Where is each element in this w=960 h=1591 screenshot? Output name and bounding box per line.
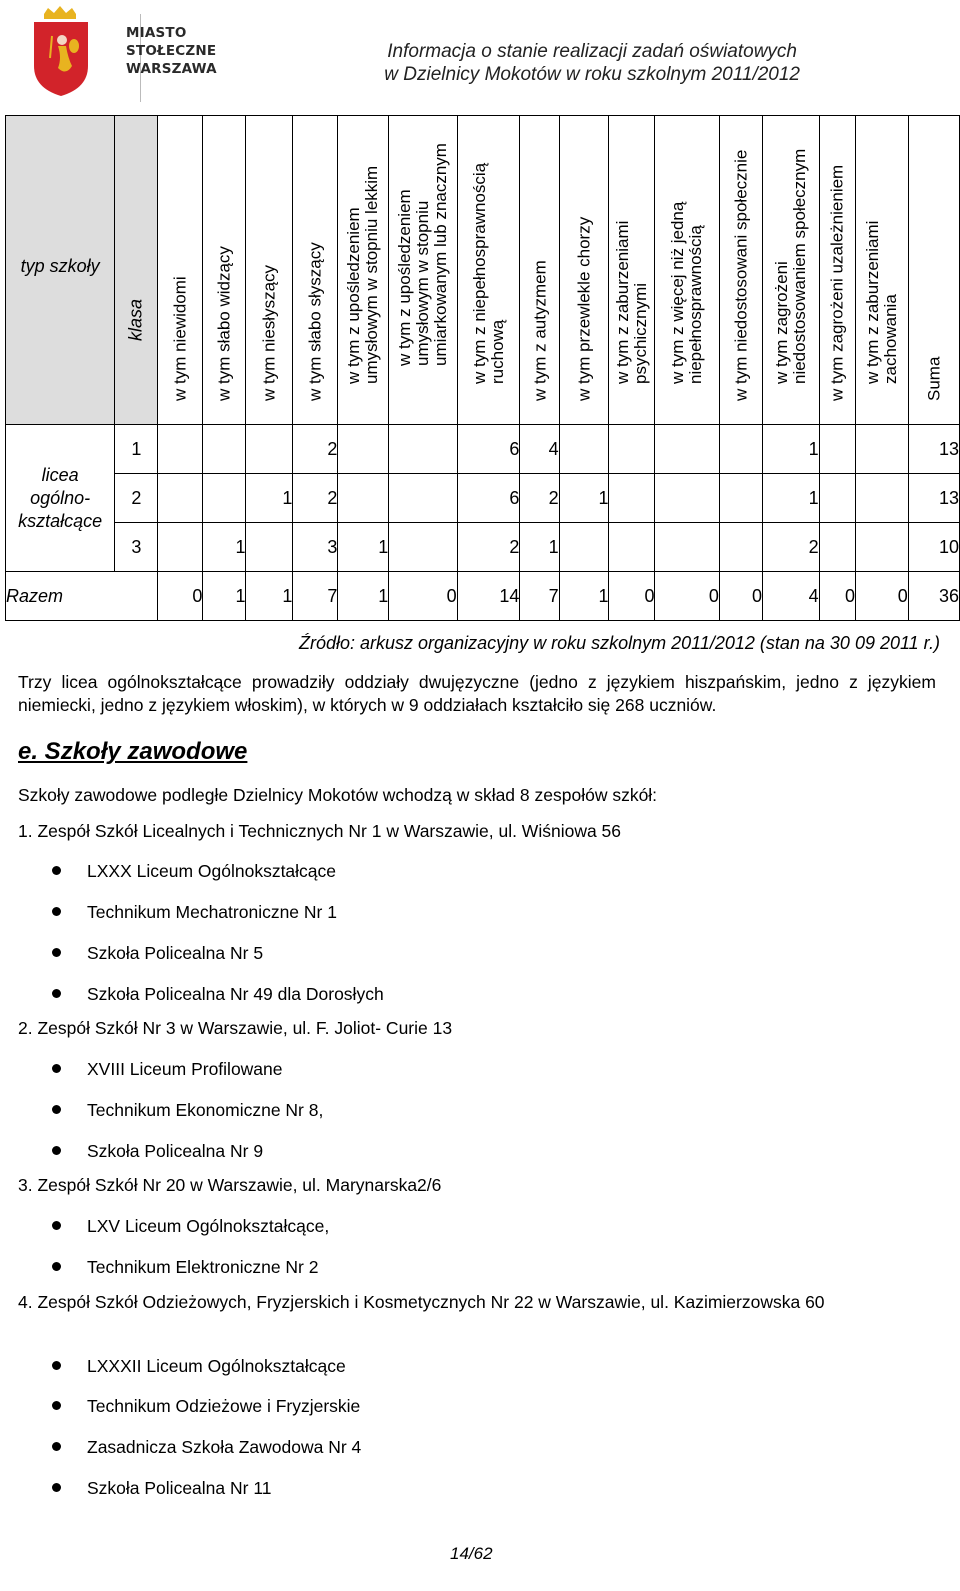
total-cell: 1	[203, 572, 246, 621]
school-type-cell: licea ogólno- kształcące	[6, 425, 115, 572]
header-col-4: w tym słabo słyszący	[293, 116, 338, 425]
list-item: LXXXII Liceum Ogólnokształcące	[52, 1355, 346, 1377]
table-cell	[819, 474, 855, 523]
table-cell: 1	[203, 523, 246, 572]
table-cell	[559, 425, 609, 474]
table-cell: 1	[559, 474, 609, 523]
table-cell: 1	[763, 425, 820, 474]
table-cell	[389, 523, 457, 572]
table-source-note: Źródło: arkusz organizacyjny w roku szkolnym 2011/2012 (stan na 30 09 2011 r.)	[299, 633, 940, 653]
list-item: Technikum Odzieżowe i Fryzjerskie	[52, 1395, 360, 1417]
total-row	[6, 572, 960, 621]
table-cell: 2	[763, 523, 820, 572]
table-cell	[719, 523, 762, 572]
list-item: Szkoła Policealna Nr 5	[52, 942, 263, 964]
list-item: LXV Liceum Ogólnokształcące,	[52, 1215, 329, 1237]
list-item: Zasadnicza Szkoła Zawodowa Nr 4	[52, 1436, 361, 1458]
header-class: klasa	[115, 116, 158, 425]
list-item: Szkoła Policealna Nr 11	[52, 1477, 272, 1499]
total-cell: 0	[389, 572, 457, 621]
table-cell	[158, 425, 203, 474]
header-col-13: w tym zagrożeni niedostosowaniem społecznym	[763, 116, 820, 425]
header-col-15: w tym z zaburzeniami zachowania	[855, 116, 908, 425]
header-col-7: w tym z niepełnosprawnością ruchową	[457, 116, 520, 425]
logo-line-1: MIASTO	[126, 25, 187, 41]
table-cell	[203, 474, 246, 523]
table-cell: 6	[457, 425, 520, 474]
total-cell: 0	[655, 572, 719, 621]
list-item: Technikum Elektroniczne Nr 2	[52, 1256, 318, 1278]
class-cell: 2	[115, 474, 158, 523]
table-cell	[609, 474, 655, 523]
header-col-6: w tym z upośledzeniem umysłowym w stopniu umiarkowanym lub znacznym	[389, 116, 457, 425]
list-item: Technikum Ekonomiczne Nr 8,	[52, 1099, 323, 1121]
bullet-icon	[52, 866, 61, 875]
header-col-10: w tym z zaburzeniami psychicznymi	[609, 116, 655, 425]
header-school-type: typ szkoły	[6, 116, 115, 425]
complex-3-title: 3. Zespół Szkół Nr 20 w Warszawie, ul. Marynarska2/6	[18, 1175, 442, 1195]
bullet-icon	[52, 1221, 61, 1230]
logo-wordmark	[126, 24, 226, 78]
header-col-11: w tym z więcej niż jedną niepełnosprawnością	[655, 116, 719, 425]
table-cell: 2	[293, 474, 338, 523]
warsaw-crest-icon	[28, 6, 98, 98]
complex-4-title: 4. Zespół Szkół Odzieżowych, Fryzjerskich i Kosmetycznych Nr 22 w Warszawie, ul. Kazimierzowska 60	[18, 1292, 825, 1312]
total-cell: 36	[908, 572, 959, 621]
list-item: Szkoła Policealna Nr 9	[52, 1140, 263, 1162]
table-cell	[855, 474, 908, 523]
bullet-icon	[52, 1442, 61, 1451]
total-cell: 4	[763, 572, 820, 621]
table-cell	[158, 523, 203, 572]
title-line-1: Informacja o stanie realizacji zadań oświatowych	[387, 41, 798, 62]
table-cell: 1	[338, 523, 389, 572]
list-item: Technikum Mechatroniczne Nr 1	[52, 901, 337, 923]
logo-line-3: WARSZAWA	[126, 61, 217, 77]
bullet-icon	[52, 1105, 61, 1114]
table-cell: 1	[763, 474, 820, 523]
bullet-icon	[52, 1483, 61, 1492]
table-cell	[819, 523, 855, 572]
section-heading: e. Szkoły zawodowe	[18, 738, 248, 765]
table-cell	[246, 523, 293, 572]
document-title	[384, 40, 800, 86]
table-cell	[819, 425, 855, 474]
table-cell: 1	[246, 474, 293, 523]
table-cell: 2	[457, 523, 520, 572]
table-cell	[389, 474, 457, 523]
table-cell: 6	[457, 474, 520, 523]
table-cell	[158, 474, 203, 523]
bullet-icon	[52, 989, 61, 998]
total-cell: 7	[520, 572, 559, 621]
logo-line-2: STOŁECZNE	[126, 43, 217, 59]
total-cell: 0	[609, 572, 655, 621]
students-table	[5, 115, 960, 621]
header-col-5: w tym z upośledzeniem umysłowym w stopniu lekkim	[338, 116, 389, 425]
table-cell	[609, 523, 655, 572]
total-cell: 1	[559, 572, 609, 621]
total-cell: 1	[246, 572, 293, 621]
bilingual-paragraph: Trzy licea ogólnokształcące prowadziły oddziały dwujęzyczne (jedno z językiem hiszpańskim, jedno z językiem niemiecki, jedno z językiem włoskim), w których w 9 oddziałach kształciło się 268 uczniów.	[18, 672, 936, 715]
table-cell	[338, 425, 389, 474]
total-cell: 1	[338, 572, 389, 621]
table-cell: 3	[293, 523, 338, 572]
table-cell	[655, 425, 719, 474]
total-cell: 7	[293, 572, 338, 621]
table-cell	[246, 425, 293, 474]
header-col-9: w tym przewlekle chorzy	[559, 116, 609, 425]
table-cell: 1	[520, 523, 559, 572]
table-cell	[655, 523, 719, 572]
header-col-3: w tym niesłyszący	[246, 116, 293, 425]
table-cell	[609, 425, 655, 474]
table-row	[6, 425, 960, 474]
table-cell	[855, 523, 908, 572]
section-intro: Szkoły zawodowe podległe Dzielnicy Mokotów wchodzą w skład 8 zespołów szkół:	[18, 785, 658, 805]
bullet-icon	[52, 907, 61, 916]
bullet-icon	[52, 1064, 61, 1073]
list-item: XVIII Liceum Profilowane	[52, 1058, 283, 1080]
bullet-icon	[52, 1262, 61, 1271]
table-cell	[389, 425, 457, 474]
bullet-icon	[52, 1401, 61, 1410]
table-cell	[559, 523, 609, 572]
header-col-8: w tym z autyzmem	[520, 116, 559, 425]
list-item: LXXX Liceum Ogólnokształcące	[52, 860, 336, 882]
table-cell: 13	[908, 425, 959, 474]
page-number: 14/62	[450, 1544, 493, 1563]
total-cell: 14	[457, 572, 520, 621]
total-cell: 0	[158, 572, 203, 621]
total-cell: 0	[855, 572, 908, 621]
header-col-12: w tym niedostosowani społecznie	[719, 116, 762, 425]
bullet-icon	[52, 948, 61, 957]
title-line-2: w Dzielnicy Mokotów w roku szkolnym 2011/2012	[384, 64, 800, 85]
total-cell: 0	[719, 572, 762, 621]
bullet-icon	[52, 1361, 61, 1370]
complex-2-title: 2. Zespół Szkół Nr 3 w Warszawie, ul. F. Joliot- Curie 13	[18, 1018, 453, 1038]
total-cell: 0	[819, 572, 855, 621]
table-cell	[338, 474, 389, 523]
complex-1-title: 1. Zespół Szkół Licealnych i Technicznych Nr 1 w Warszawie, ul. Wiśniowa 56	[18, 821, 622, 841]
header-col-16: Suma	[908, 116, 959, 425]
table-cell	[855, 425, 908, 474]
class-cell: 1	[115, 425, 158, 474]
header-col-2: w tym słabo widzący	[203, 116, 246, 425]
table-header-row	[6, 116, 960, 425]
table-row	[6, 474, 960, 523]
table-cell: 13	[908, 474, 959, 523]
table-cell	[655, 474, 719, 523]
table-cell	[719, 474, 762, 523]
bullet-icon	[52, 1146, 61, 1155]
table-row	[6, 523, 960, 572]
table-cell: 2	[293, 425, 338, 474]
table-cell	[203, 425, 246, 474]
table-cell: 10	[908, 523, 959, 572]
total-label: Razem	[6, 572, 158, 621]
table-cell: 4	[520, 425, 559, 474]
header-col-1: w tym niewidomi	[158, 116, 203, 425]
list-item: Szkoła Policealna Nr 49 dla Dorosłych	[52, 983, 384, 1005]
header-col-14: w tym zagrożeni uzależnieniem	[819, 116, 855, 425]
table-cell	[719, 425, 762, 474]
table-cell: 2	[520, 474, 559, 523]
class-cell: 3	[115, 523, 158, 572]
